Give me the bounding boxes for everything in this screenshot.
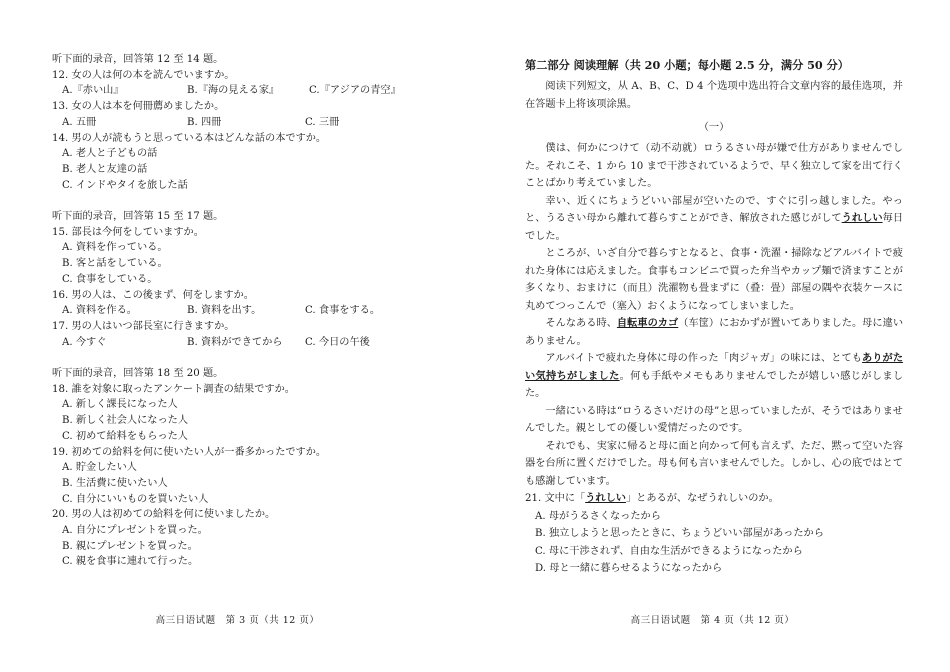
option-18b: B. 新しく社会人になった人 (62, 415, 189, 427)
option-15a: A. 資料を作っている。 (62, 242, 168, 254)
option-17a: A. 今すぐ (62, 336, 107, 348)
listening-section (52, 52, 452, 570)
option-17c: C. 今日の午後 (305, 336, 370, 348)
option-14c: C. インドやタイを旅した話 (62, 179, 188, 191)
question-21-underlined: うれしい (585, 492, 626, 504)
option-13a: A. 五冊 (62, 116, 97, 128)
paragraph-4-tail: （车筐）におかずが置いてありました。母に違いありません。 (525, 318, 904, 347)
instruction-18-20: 听下面的录音，回答第 18 至 20 题。 (52, 368, 224, 380)
option-20b: B. 親にプレゼントを買った。 (62, 540, 198, 552)
option-14b: B. 老人と友達の話 (62, 163, 148, 175)
paragraph-7: それでも、実家に帰ると母に面と向かって何も言えず、ただ、黙って空いた容器を台所に置くだけでした。母も何も言いませんでした。しかし、心の底ではとても感謝しています。 (525, 440, 903, 487)
paragraph-2-tail: 毎日でした。 (525, 213, 904, 242)
options-12 (52, 83, 452, 99)
question-21-text: 21. 文中に「 (525, 493, 586, 504)
underlined-bicycle-basket: 自転車のカゴ (616, 317, 679, 329)
reading-section (525, 56, 903, 578)
options-13 (52, 115, 452, 131)
option-19c: C. 自分にいいものを買いたい人 (62, 493, 209, 505)
question-21-tail: 」とあるが、なぜうれしいのか。 (625, 493, 779, 504)
question-21 (525, 490, 903, 508)
option-16a: A. 資料を作る。 (62, 305, 137, 317)
paragraph-5-tail: 。何も手紙やメモもありませんでしたが嬉しい感じがしました。 (525, 370, 904, 399)
option-15b: B. 客と話をしている。 (62, 258, 168, 270)
paragraph-3: ところが、いざ自分で暮らすとなると、食事・洗濯・掃除などアルバイトで疲れた身体には応えました。食事もコンビニで買った弁当やカップ麺で済ますことが多くなり、おまけに（而且）洗濯物も畳まずに（叠：畳）部屋の隅や衣装ケースに丸めてつっこんで（塞入）おくようになってしまいました。 (525, 248, 903, 312)
options-16 (52, 303, 452, 319)
option-21d: D. 母と一緒に暮らせるようになったから (535, 563, 723, 574)
page-footer-right: 高三日语试题 第 4 页（共 12 页） (630, 615, 795, 626)
option-20c: C. 親を食事に連れて行った。 (62, 556, 199, 568)
question-19: 19. 初めての給料を何に使いたい人が一番多かったですか。 (52, 446, 327, 458)
page-footer-left: 高三日语试题 第 3 页（共 12 页） (155, 615, 320, 626)
question-14: 14. 男の人が読もうと思っている本はどんな話の本ですか。 (52, 132, 327, 144)
option-21a: A. 母がうるさくなったから (535, 510, 661, 522)
option-12b: B.『海の見える家』 (187, 85, 280, 97)
question-18: 18. 誰を対象に取ったアンケート調査の結果ですか。 (52, 383, 295, 395)
section-title: 第二部分 阅读理解（共 20 小题；每小题 2.5 分，满分 50 分） (525, 58, 849, 72)
paragraph-6: 一緒にいる時は“ロうるさいだけの母”と思っていましたが、そうではありませんでした。親としての優しい愛情だったのです。 (525, 405, 903, 434)
paragraph-2 (525, 193, 903, 246)
option-17b: B. 資料ができてから (187, 336, 283, 348)
underlined-ureshii: うれしい (841, 212, 883, 224)
option-12a: A.『赤い山』 (62, 85, 124, 97)
paragraph-5 (525, 350, 903, 403)
option-16c: C. 食事をする。 (305, 305, 381, 317)
option-13b: B. 四冊 (187, 116, 222, 128)
question-12: 12. 女の人は何の本を読んでいますか。 (52, 69, 235, 81)
option-14a: A. 老人と子どもの話 (62, 148, 158, 160)
option-12c: C.『アジアの青空』 (309, 85, 401, 97)
section-instructions: 阅读下列短文，从 A、B、C、D 4 个选项中选出符合文章内容的最佳选项，并在答题卡上将该项涂黑。 (525, 81, 903, 110)
paragraph-4 (525, 315, 903, 350)
question-15: 15. 部長は今何をしていますか。 (52, 226, 204, 238)
paragraph-5-text: アルバイトで疲れた身体に母の作った「肉ジャガ」の味には、とても (545, 353, 863, 364)
instruction-15-17: 听下面的录音，回答第 15 至 17 题。 (52, 211, 224, 223)
option-18a: A. 新しく課長になった人 (62, 399, 178, 411)
question-20: 20. 男の人は初めての給料を何に使いましたか。 (52, 509, 276, 521)
option-20a: A. 自分にプレゼントを買った。 (62, 525, 208, 537)
option-15c: C. 食事をしている。 (62, 273, 158, 285)
instruction-12-14: 听下面的录音，回答第 12 至 14 题。 (52, 54, 224, 65)
question-17: 17. 男の人はいつ部長室に行きますか。 (52, 320, 235, 332)
paragraph-4-text: そんなある時、 (545, 318, 617, 329)
option-13c: C. 三冊 (305, 116, 340, 128)
right-page (475, 0, 950, 672)
question-13: 13. 女の人は本を何冊薦めましたか。 (52, 101, 225, 113)
option-19a: A. 貯金したい人 (62, 462, 137, 474)
passage-number: （一） (698, 122, 730, 133)
option-21b: B. 独立しようと思ったときに、ちょうどいい部屋があったから (535, 528, 824, 539)
option-18c: C. 初めて給料をもらった人 (62, 430, 188, 442)
options-17 (52, 335, 452, 351)
paragraph-1: 僕は、何かにつけて（动不动就）ロうるさい母が嫌で仕方がありませんでした。それこそ、1 から 10 まで干渉されているようで、早く独立して家を出て行くことばかり考えていました。 (525, 143, 903, 189)
option-16b: B. 資料を出す。 (187, 305, 262, 317)
question-16: 16. 男の人は、この後まず、何をしますか。 (52, 289, 254, 301)
paragraph-2-text: 幸い、近くにちょうどいい部屋が空いたので、すぐに引っ越しました。やっと、うるさい母から離れて暮らすことができ、解放された感じがして (525, 195, 903, 224)
option-19b: B. 生活費に使いたい人 (62, 477, 168, 489)
option-21c: C. 母に干渉されず、自由な生活ができるようになったから (535, 545, 803, 557)
underlined-grateful: ありがたい気持ちがしました (525, 352, 904, 382)
